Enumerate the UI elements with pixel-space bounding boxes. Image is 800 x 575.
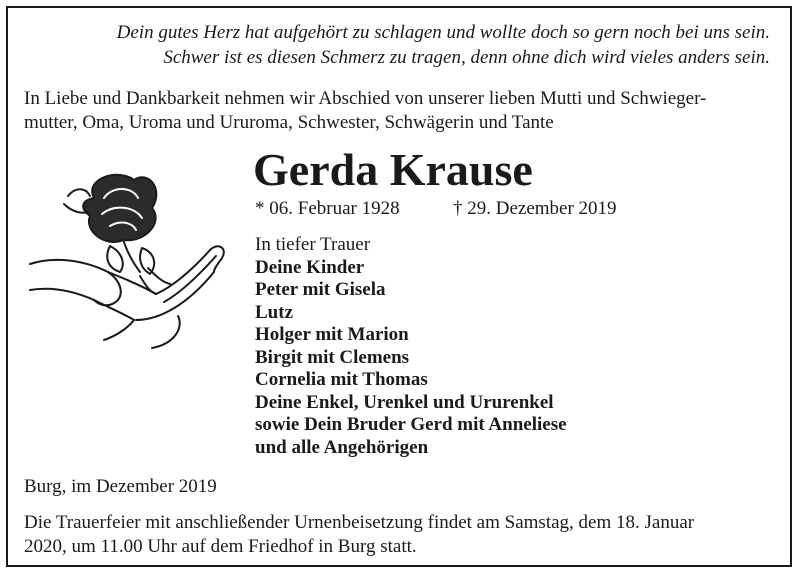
mourner-line: Birgit mit Clemens — [255, 346, 410, 368]
death-date: † 29. Dezember 2019 — [453, 198, 617, 219]
service-line-1: Die Trauerfeier mit anschließender Urnenbeisetzung findet am Samstag, dem 18. Januar — [24, 512, 695, 533]
memorial-verse — [50, 20, 770, 70]
mourner-line: Holger mit Marion — [255, 324, 409, 345]
intro-line-2: mutter, Oma, Uroma und Ururoma, Schwester, Schwägerin und Tante — [24, 112, 554, 133]
mourners-list — [255, 234, 567, 459]
intro-line-1: In Liebe und Dankbarkeit nehmen wir Abschied von unserer lieben Mutti und Schwieger- — [24, 88, 707, 109]
mourner-line: Cornelia mit Thomas — [255, 369, 428, 390]
funeral-service-info — [24, 511, 694, 559]
service-line-2: 2020, um 11.00 Uhr auf dem Friedhof in Burg statt. — [24, 536, 417, 557]
mourner-line: Deine Enkel, Urenkel und Ururenkel — [255, 391, 554, 413]
life-dates — [255, 197, 617, 221]
mourner-line: und alle Angehörigen — [255, 436, 429, 458]
verse-line-1: Dein gutes Herz hat aufgehört zu schlagen und wollte doch so gern noch bei uns sein. — [116, 22, 770, 43]
deceased-name: Gerda Krause — [253, 144, 533, 195]
verse-line-2: Schwer ist es diesen Schmerz zu tragen, denn ohne dich wird vieles anders sein. — [163, 47, 770, 68]
mourner-line: sowie Dein Bruder Gerd mit Anneliese — [255, 414, 567, 435]
birth-date: * 06. Februar 1928 — [255, 198, 400, 219]
place-date: Burg, im Dezember 2019 — [24, 476, 217, 497]
rose-in-hands-icon — [24, 168, 234, 368]
intro-text — [24, 87, 784, 135]
mourner-line: Deine Kinder — [255, 256, 365, 278]
mourners-heading: In tiefer Trauer — [255, 234, 371, 255]
mourner-line: Peter mit Gisela — [255, 279, 386, 300]
mourner-line: Lutz — [255, 301, 293, 323]
